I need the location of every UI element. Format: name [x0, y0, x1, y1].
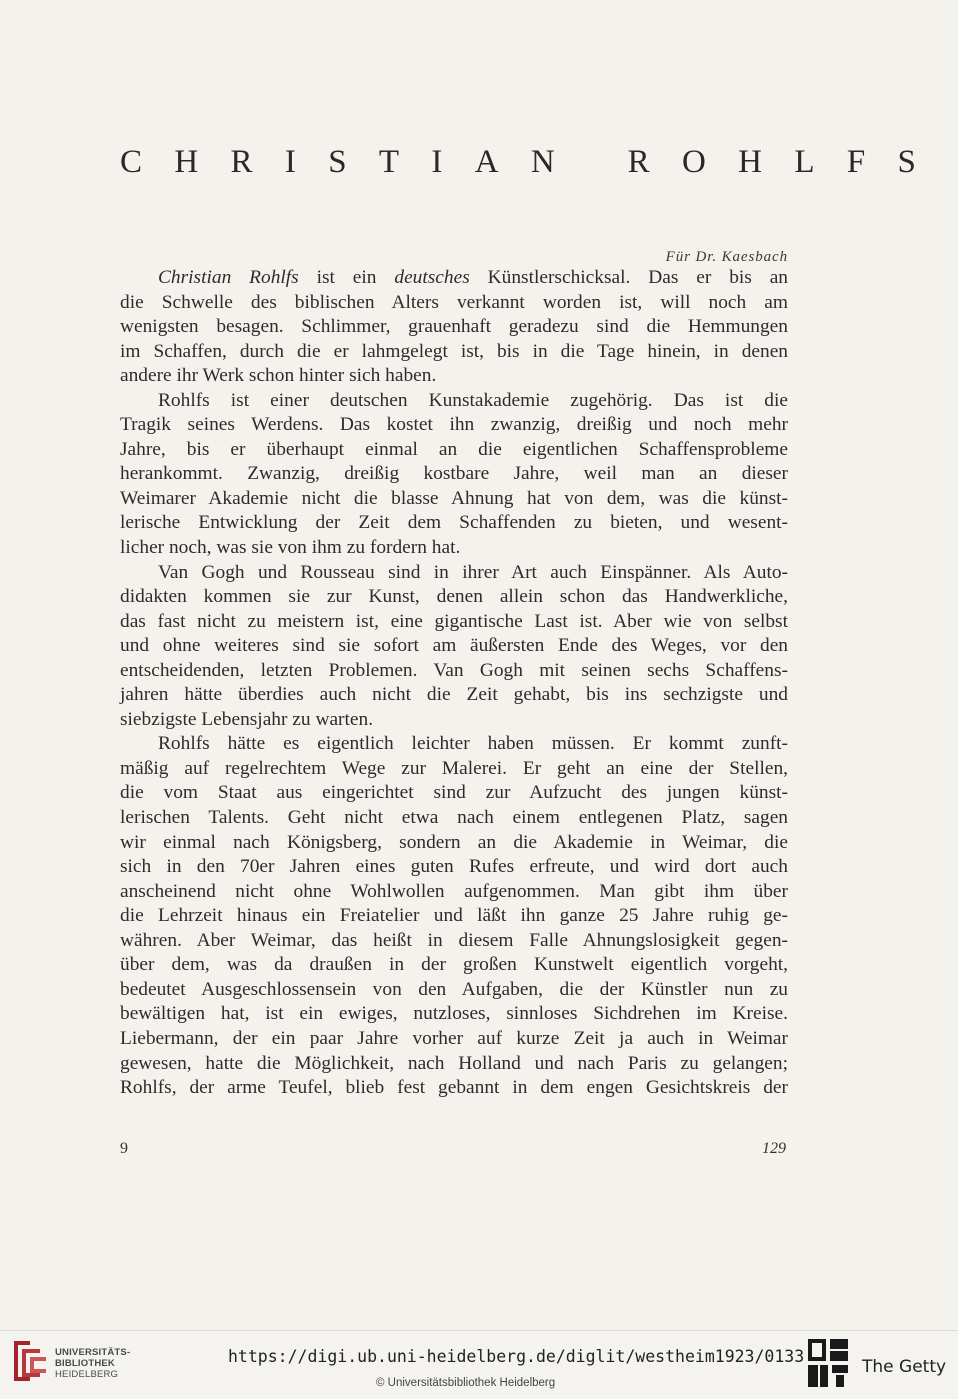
- text-line: [120, 1052, 788, 1077]
- text-segment: im Schaffen, durch die er lahmgelegt ist, bis in die Tage hinein, in denen: [120, 340, 788, 362]
- text-line: [120, 659, 788, 684]
- text-line: [120, 708, 788, 733]
- text-line: [120, 634, 788, 659]
- text-segment: Rohlfs hätte es eigentlich leichter haben müssen. Er kommt zunft-: [158, 733, 788, 755]
- text-segment: währen. Aber Weimar, das heißt in diesem Falle Ahnungslosigkeit gegen-: [120, 929, 788, 951]
- text-segment: wir einmal nach Königsberg, sondern an die Akademie in Weimar, die: [120, 831, 788, 853]
- text-line: [120, 978, 788, 1003]
- text-segment: didakten kommen sie zur Kunst, denen allein schon das Handwerkliche,: [120, 586, 788, 608]
- text-segment: sich in den 70er Jahren eines guten Rufes erfreute, und wird dort auch: [120, 856, 788, 878]
- text-segment: andere ihr Werk schon hinter sich haben.: [120, 365, 437, 387]
- text-segment: herankommt. Zwanzig, dreißig kostbare Jahre, weil man an dieser: [120, 463, 788, 485]
- text-segment: bewältigen hat, ist ein ewiges, nutzloses, sinnloses Sichdrehen im Kreise.: [120, 1003, 788, 1025]
- text-segment: Künstlerschicksal. Das er bis an: [469, 267, 789, 288]
- text-line: [120, 585, 788, 610]
- text-segment: Liebermann, der ein paar Jahre vorher auf kurze Zeit ja auch in Weimar: [120, 1027, 788, 1049]
- permalink-url[interactable]: https://digi.ub.uni-heidelberg.de/diglit/westheim1923/0133: [228, 1347, 805, 1366]
- text-segment: wenigsten besagen. Schlimmer, grauenhaft geradezu sind die Hemmungen: [120, 316, 788, 338]
- university-library-logo[interactable]: [10, 1337, 50, 1385]
- emphasized-text: deutsches: [394, 267, 470, 288]
- library-name-line: HEIDELBERG: [55, 1369, 119, 1380]
- text-segment: Rohlfs, der arme Teufel, blieb fest gebannt in dem engen Gesichtskreis der: [120, 1077, 788, 1099]
- text-segment: entscheidenden, letzten Problemen. Van Gogh mit seinen sechs Schaffens-: [120, 659, 788, 681]
- text-line: [120, 953, 788, 978]
- text-segment: mäßig auf regelrechtem Wege zur Malerei. Er geht an eine der Stellen,: [120, 757, 788, 779]
- text-line: [120, 487, 788, 512]
- text-line: [120, 683, 788, 708]
- text-line: [120, 781, 788, 806]
- text-line: [120, 315, 788, 340]
- text-line: [120, 806, 788, 831]
- text-segment: Van Gogh und Rousseau sind in ihrer Art auch Einspänner. Als Auto-: [158, 561, 788, 583]
- text-line: [120, 561, 788, 586]
- text-line: [120, 536, 788, 561]
- text-line: [120, 831, 788, 856]
- text-segment: das fast nicht zu meistern ist, eine gigantische Last ist. Aber wie von selbst: [120, 610, 788, 632]
- getty-logo-icon[interactable]: [806, 1337, 852, 1393]
- library-name-line: UNIVERSITÄTS-: [55, 1347, 131, 1358]
- paragraph: [120, 266, 788, 389]
- text-line: [120, 1076, 788, 1101]
- library-name[interactable]: [55, 1347, 130, 1380]
- text-line: [120, 904, 788, 929]
- dedication: Für Dr. Kaesbach: [665, 249, 788, 265]
- page-title: CHRISTIAN ROHLFS: [120, 144, 949, 180]
- body-text: [120, 266, 788, 1101]
- text-line: [120, 413, 788, 438]
- text-line: [120, 929, 788, 954]
- getty-name[interactable]: The Getty: [862, 1357, 947, 1377]
- paragraph: [120, 389, 788, 561]
- text-line: [120, 732, 788, 757]
- text-line: [120, 438, 788, 463]
- text-segment: die vom Staat aus eingerichtet sind zur Aufzucht des jungen künst-: [120, 782, 788, 804]
- library-name-line: BIBLIOTHEK: [55, 1358, 115, 1369]
- paragraph: [120, 561, 788, 733]
- text-line: [120, 855, 788, 880]
- text-segment: licher noch, was sie von ihm zu fordern hat.: [120, 537, 461, 559]
- text-line: [120, 880, 788, 905]
- text-line: [120, 340, 788, 365]
- text-segment: lerische Entwicklung der Zeit dem Schaffenden zu bieten, und wesent-: [120, 512, 788, 534]
- text-line: [120, 610, 788, 635]
- text-segment: bedeutet Ausgeschlossensein von den Aufgaben, die der Künstler nun zu: [120, 978, 788, 1000]
- text-segment: lerischen Talents. Geht nicht etwa nach einem entlegenen Platz, sagen: [120, 807, 788, 829]
- paragraph: [120, 732, 788, 1100]
- emphasized-text: Christian Rohlfs: [158, 267, 299, 288]
- copyright-notice: © Universitätsbibliothek Heidelberg: [376, 1377, 556, 1389]
- text-segment: Rohlfs ist einer deutschen Kunstakademie zugehörig. Das ist die: [158, 389, 788, 411]
- text-segment: die Schwelle des biblischen Alters verkannt worden ist, will noch am: [120, 291, 788, 313]
- text-line: [120, 757, 788, 782]
- text-segment: Weimarer Akademie nicht die blasse Ahnung hat von dem, was die künst-: [120, 487, 788, 509]
- text-line: [120, 462, 788, 487]
- text-segment: Jahre, bis er überhaupt einmal an die eigentlichen Schaffensprobleme: [120, 438, 788, 460]
- text-line: [120, 1027, 788, 1052]
- text-segment: Tragik seines Werdens. Das kostet ihn zwanzig, dreißig und noch mehr: [120, 414, 788, 436]
- signature-mark: 9: [120, 1140, 128, 1157]
- text-segment: anscheinend nicht ohne Wohlwollen aufgenommen. Man gibt ihm über: [120, 880, 788, 902]
- footer-bar: [0, 1330, 958, 1399]
- text-segment: ist ein: [298, 267, 395, 288]
- text-line: [120, 389, 788, 414]
- text-segment: und ohne weiteres sind sie sofort am äußersten Ende des Weges, vor den: [120, 635, 788, 657]
- text-segment: die Lehrzeit hinaus ein Freiatelier und läßt ihn ganze 25 Jahre ruhig ge-: [120, 905, 788, 927]
- text-line: [120, 291, 788, 316]
- page-number: 129: [762, 1140, 786, 1157]
- text-line: [120, 1002, 788, 1027]
- text-segment: über dem, was da draußen in der großen Kunstwelt eigentlich vorgeht,: [120, 954, 788, 976]
- text-segment: gewesen, hatte die Möglichkeit, nach Holland und nach Paris zu gelangen;: [120, 1052, 788, 1074]
- text-line: [120, 266, 788, 291]
- text-segment: siebzigste Lebensjahr zu warten.: [120, 708, 374, 730]
- text-segment: jahren hätte überdies auch nicht die Zeit gehabt, bis ins sechzigste und: [120, 684, 788, 706]
- text-line: [120, 364, 788, 389]
- text-line: [120, 511, 788, 536]
